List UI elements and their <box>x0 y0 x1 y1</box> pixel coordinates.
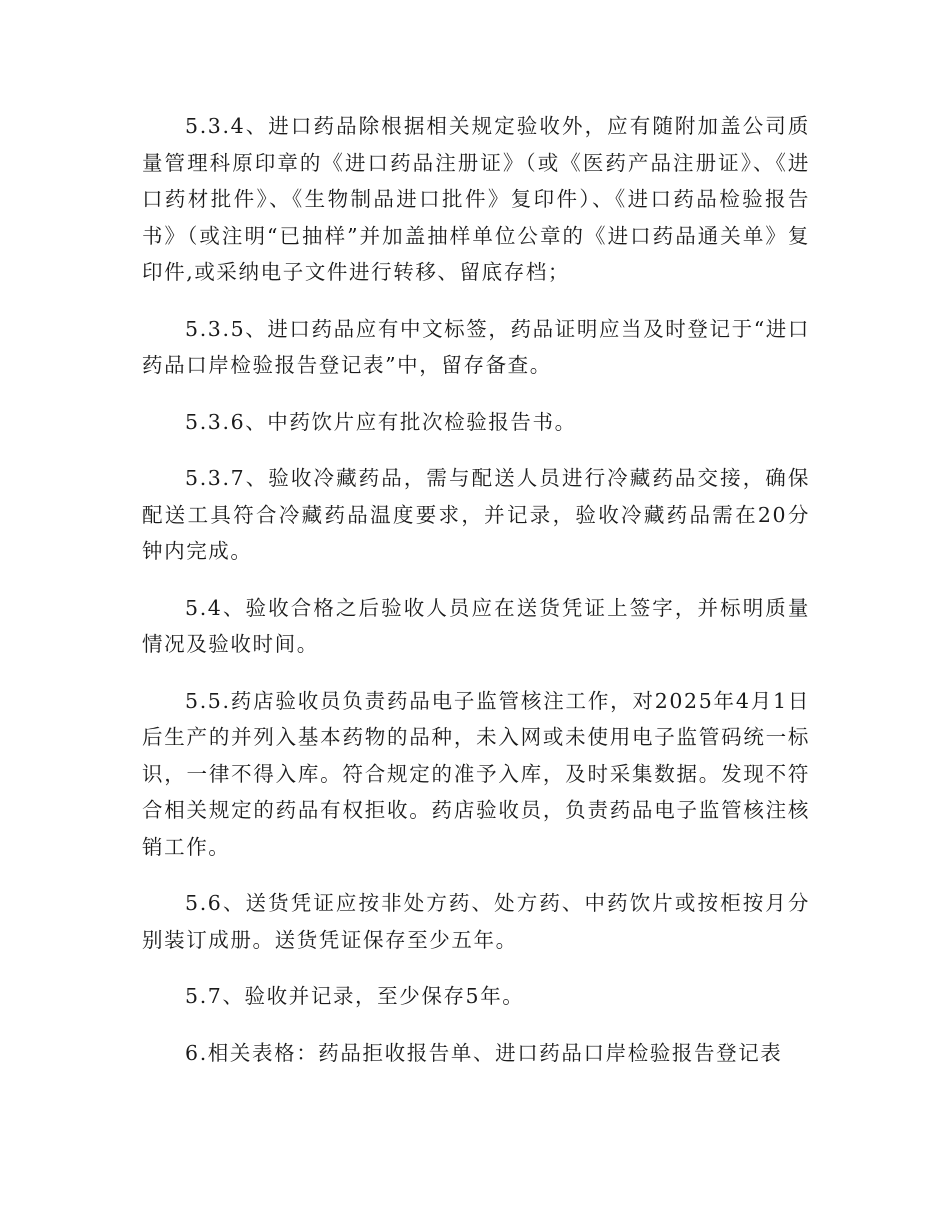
paragraph-5-5: 5.5.药店验收员负责药品电子监管核注工作，对2025年4月1日后生产的并列入基本药物的品种，未入网或未使用电子监管码统一标识，一律不得入库。符合规定的准予入库，及时采集数据。发现不符合相关规定的药品有权拒收。药店验收员，负责药品电子监管核注核销工作。 <box>142 688 810 859</box>
paragraph-5-3-7: 5.3.7、验收冷藏药品，需与配送人员进行冷藏药品交接，确保配送工具符合冷藏药品温度要求，并记录，验收冷藏药品需在20分钟内完成。 <box>142 466 810 563</box>
paragraph-5-3-4: 5.3.4、进口药品除根据相关规定验收外，应有随附加盖公司质量管理科原印章的《进口药品注册证》（或《医药产品注册证》、《进口药材批件》、《生物制品进口批件》复印件）、《进口药品检验报告书》（或注明“已抽样”并加盖抽样单位公章的《进口药品通关单》复印件,或采纳电子文件进行转移、留底存档； <box>142 114 810 284</box>
paragraph-5-6: 5.6、送货凭证应按非处方药、处方药、中药饮片或按柜按月分别装订成册。送货凭证保存至少五年。 <box>142 891 810 952</box>
paragraph-6-related-forms: 6.相关表格：药品拒收报告单、进口药品口岸检验报告登记表 <box>185 1040 783 1065</box>
paragraph-5-3-6: 5.3.6、中药饮片应有批次检验报告书。 <box>185 409 577 434</box>
document-body <box>142 108 810 1091</box>
paragraph-5-4: 5.4、验收合格之后验收人员应在送货凭证上签字，并标明质量情况及验收时间。 <box>142 595 810 656</box>
paragraph-5-3-5: 5.3.5、进口药品应有中文标签，药品证明应当及时登记于“进口药品口岸检验报告登记表”中，留存备查。 <box>142 316 810 377</box>
paragraph-5-7: 5.7、验收并记录，至少保存5年。 <box>185 984 525 1008</box>
